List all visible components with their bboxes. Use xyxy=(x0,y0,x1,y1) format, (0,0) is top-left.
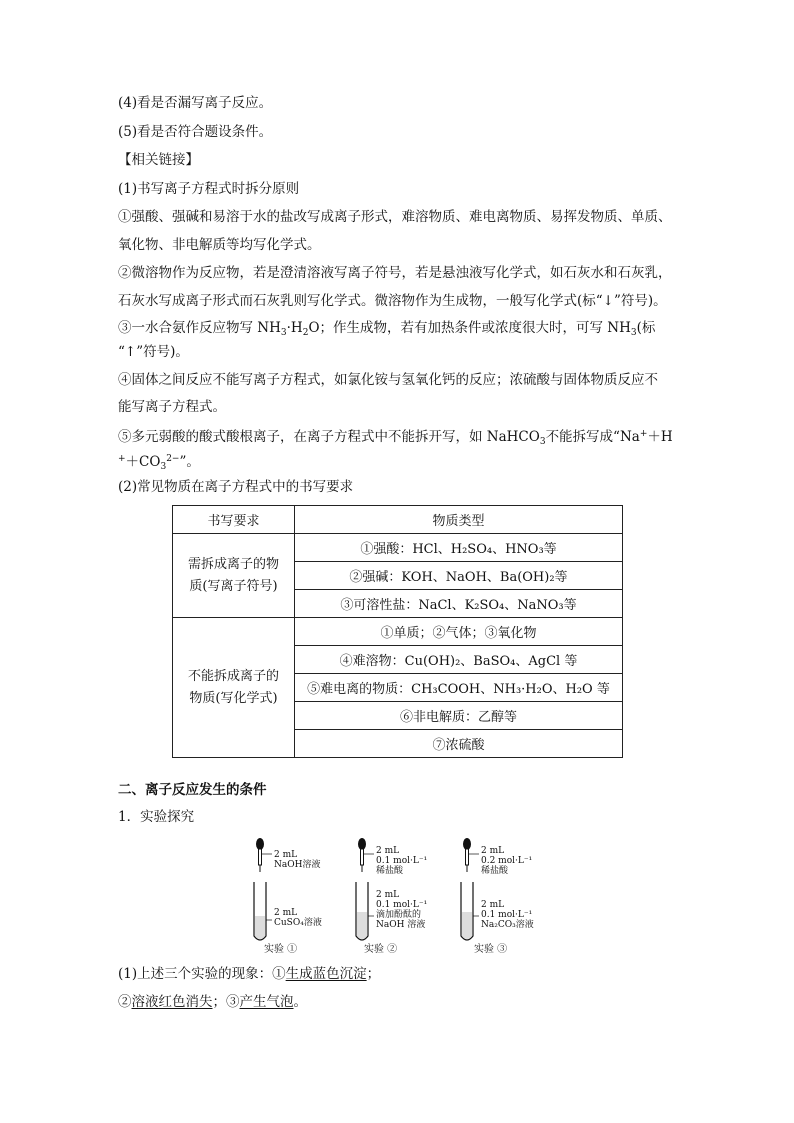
answer-red-disappears: 溶液红色消失 xyxy=(131,994,213,1010)
row-non-electrolyte: ⑥非电解质：乙醇等 xyxy=(295,702,623,730)
answer-blue-precipitate: 生成蓝色沉淀 xyxy=(285,966,367,982)
row-conc-sulfuric-acid: ⑦浓硫酸 xyxy=(295,730,623,758)
test-tube-icon xyxy=(461,882,479,940)
exp1-tube-label: 2 mL CuSO₄溶液 xyxy=(274,908,322,928)
table-row xyxy=(173,534,623,562)
rule5-line1: ⑤多元弱酸的酸式酸根离子，在离子方程式中不能拆开写，如 NaHCO$_3$不能拆写成“Na+＋H xyxy=(118,429,673,447)
header-requirement: 书写要求 xyxy=(173,506,295,534)
table-row xyxy=(173,618,623,646)
rule3-line2: “↑”符号)。 xyxy=(118,344,189,360)
rule1-line2: 氧化物、非电解质等均写化学式。 xyxy=(118,237,321,253)
row-insoluble: ④难溶物：Cu(OH)₂、BaSO₄、AgCl 等 xyxy=(295,646,623,674)
table-header-row xyxy=(173,506,623,534)
observation-line1: (1)上述三个实验的现象：①生成蓝色沉淀； xyxy=(118,966,381,982)
row-soluble-salt: ③可溶性盐：NaCl、K₂SO₄、NaNO₃等 xyxy=(295,590,623,618)
paragraph-check-missing-reaction: (4)看是否漏写离子反应。 xyxy=(118,95,273,111)
related-links-heading: 【相关链接】 xyxy=(118,152,199,168)
category-split-ions: 需拆成离子的物 质(写离子符号) xyxy=(173,534,295,618)
exp3-tube-label: 2 mL 0.1 mol·L⁻¹ Na₂CO₃溶液 xyxy=(481,900,534,930)
section2-heading: 二、离子反应发生的条件 xyxy=(118,782,267,798)
rule1-line1: ①强酸、强碱和易溶于水的盐改写成离子形式，难溶物质、难电离物质、易挥发物质、单质、 xyxy=(118,209,672,225)
row-strong-base: ②强碱：KOH、NaOH、Ba(OH)₂等 xyxy=(295,562,623,590)
row-weak-electrolyte: ⑤难电离的物质：CH₃COOH、NH₃·H₂O、H₂O 等 xyxy=(295,674,623,702)
exp3-dropper-label: 2 mL 0.2 mol·L⁻¹ 稀盐酸 xyxy=(481,846,533,876)
split-rules-title: (1)书写离子方程式时拆分原则 xyxy=(118,181,300,197)
exp1-dropper-label: 2 mL NaOH溶液 xyxy=(274,850,321,870)
rule4-line1: ④固体之间反应不能写离子方程式，如氯化铵与氢氧化钙的反应；浓硫酸与固体物质反应不 xyxy=(118,372,658,388)
category-no-split: 不能拆成离子的 物质(写化学式) xyxy=(173,618,295,758)
rule4-line2: 能写离子方程式。 xyxy=(118,399,226,415)
exp2-tube-label: 2 mL 0.1 mol·L⁻¹ 滴加酚酞的 NaOH 溶液 xyxy=(376,890,428,930)
answer-bubbles: 产生气泡 xyxy=(239,994,294,1010)
rule5-line2: $^++CO_3^{2-}$”。 xyxy=(118,454,200,472)
rule3-line1: ③一水合氨作反应物写 $NH_3\cdot H_2O$；作生成物，若有加热条件或浓度很大时，可写 $NH_3$(标 xyxy=(118,320,656,338)
header-substance-type: 物质类型 xyxy=(295,506,623,534)
row-strong-acid: ①强酸：HCl、H₂SO₄、HNO₃等 xyxy=(295,534,623,562)
experiment-subheading: 1．实验探究 xyxy=(118,809,195,825)
dropper-icon xyxy=(256,838,272,872)
dropper-icon xyxy=(358,838,374,872)
paragraph-check-conditions: (5)看是否符合题设条件。 xyxy=(118,124,273,140)
exp3-caption: 实验 ③ xyxy=(474,944,508,955)
exp1-caption: 实验 ① xyxy=(264,944,298,955)
row-element-gas-oxide: ①单质；②气体；③氧化物 xyxy=(295,618,623,646)
rule2-line1: ②微溶物作为反应物，若是澄清溶液写离子符号，若是悬浊液写化学式，如石灰水和石灰乳， xyxy=(118,265,672,281)
test-tube-icon xyxy=(254,882,272,940)
observation-line2: ②溶液红色消失；③产生气泡。 xyxy=(118,994,307,1010)
test-tube-icon xyxy=(356,882,374,940)
exp2-dropper-label: 2 mL 0.1 mol·L⁻¹ 稀盐酸 xyxy=(376,846,428,876)
dropper-icon xyxy=(463,838,479,872)
writing-requirements-table xyxy=(172,505,623,758)
experiment-figure xyxy=(240,836,560,956)
table-title: (2)常见物质在离子方程式中的书写要求 xyxy=(118,479,354,495)
rule2-line2: 石灰水写成离子形式而石灰乳则写化学式。微溶物作为生成物，一般写化学式(标“↓”符号)。 xyxy=(118,293,667,309)
exp2-caption: 实验 ② xyxy=(364,944,398,955)
